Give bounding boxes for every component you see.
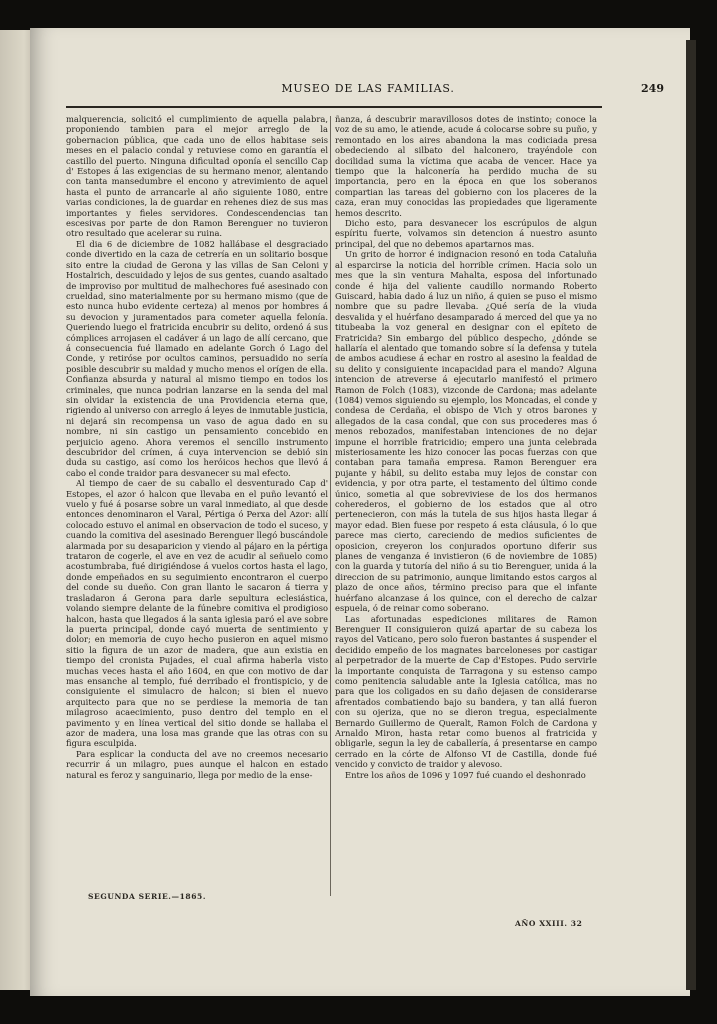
page-edge-shadow (686, 40, 696, 990)
footer-year-sheet: AÑO XXIII. 32 (515, 919, 583, 928)
paragraph: Para esplicar la conducta del ave no creemos necesario recurrir á un milagro, pues aunque el halcon en estado natural es feroz y sanguinario, llega por medio de la ense- (66, 748, 328, 780)
column-divider (330, 116, 331, 896)
left-column (66, 114, 328, 892)
paragraph: Un grito de horror é indignacion resonó en toda Cataluña al esparcirse la noticia del horrible crímen. Hacia solo un mes que la sin ventura Mahalta, esposa del infortunado conde é hija del valiente caudillo normando Roberto Guiscard, habia dado á luz un niño, á quien se puso el mismo nombre que su padre llevaba. ¿Qué sería de la viuda desvalida y el huérfano desamparado á merced del que ya no titubeaba la voz general en designar con el epíteto de Fratricida? Sin embargo del público despecho, ¿dónde se hallaría el alentado que tomando sobre sí la defensa y tutela de ambos acudiese á echar en rostro al asesino la fealdad de su delito y consiguiente incapacidad para el mando? Alguna intencion de atreverse á ejecutarlo manifestó el primero Ramon de Folch (1083), vizconde de Cardona; mas adelante (1084) vemos siguiendo su ejemplo, los Moncadas, el conde y condesa de Cerdaña, el obispo de Vich y otros barones y allegados de la casa condal, que con sus procederes mas ó menos rebozados, manifestaban intenciones de no dejar impune el horrible fratricidio; empero una junta celebrada misteriosamente les hizo conocer las pocas fuerzas con que contaban para tamaña empresa. Ramon Berenguer era pujante y hábil, su delito estaba muy lejos de constar con evidencia, y por otra parte, el testamento del último conde único, sometia al que sobreviviese de los dos hermanos coherederos, el gobierno de los estados que al otro pertenecieron, con más la tutela de sus hijos hasta llegar á mayor edad. Bien fuese por respeto á esta cláusula, ó lo que parece mas cierto, careciendo de medios suficientes de oposicion, creyeron los conjurados oportuno diferir sus planes de venganza é invistieron (6 de noviembre de 1085) con la guarda y tutoría del niño á su tio Berenguer, unida á la direccion de su patrimonio, aunque limitando estos cargos al plazo de once años, término preciso para que el infante huérfano alcanzase á los quince, con el derecho de calzar espuela, ó de reinar como soberano. (335, 249, 597, 614)
book-page (30, 28, 690, 996)
paragraph: Al tiempo de caer de su caballo el desventurado Cap d' Estopes, el azor ó halcon que llevaba en el puño levantó el vuelo y fué á posarse sobre un varal inmediato, al que desde entonces denominaron el Varal, Pértiga ó Perxa del Azor: allí colocado estuvo el animal en observacion de todo el suceso, y cuando la comitiva del asesinado Berenguer llegó buscándole alarmada por su desaparicion y viendo al pájaro en la pértiga trataron de cogerle, el ave en vez de acudir al señuelo como acostumbraba, fué dirigiéndose á vuelos cortos hasta el lago, donde empeñados en su seguimiento encontraron el cuerpo del conde su dueño. Con gran llanto le sacaron á tierra y trasladaron á Gerona para darle sepultura eclesiástica, volando siempre delante de la fúnebre comitiva el prodigioso halcon, hasta que llegados á la santa iglesia paró el ave sobre la puerta principal, donde cayó muerta de sentimiento y dolor; en memoria de cuyo hecho pusieron en aquel mismo sitio la figura de un azor de madera, que aun existia en tiempo del cronista Pujades, el cual afirma haberla visto muchas veces hasta el año 1604, en que con motivo de dar mas ensanche al templo, fué derribado el frontispicio, y de consiguiente el simulacro de halcon; si bien el nuevo arquitecto para que no se perdiese la memoria de tan milagroso acaecimiento, puso dentro del templo en el pavimento y en línea vertical del sitio donde se hallaba el azor de madera, una losa mas grande que las otras con su figura esculpida. (66, 478, 328, 749)
paragraph: Entre los años de 1096 y 1097 fué cuando el deshonrado (345, 769, 586, 780)
paragraph: Las afortunadas espediciones militares de Ramon Berenguer II consiguieron quizá apartar de su cabeza los rayos del Vaticano, pero solo fueron bastantes á suspender el decidido empeño de los magnates barceloneses por castigar al perpetrador de la muerte de Cap d'Estopes. Pudo servirle la importante conquista de Tarragona y su estenso campo como penitencia saludable ante la Iglesia católica, mas no para que los coligados en su daño dejasen de considerarse afrentados combatiendo bajo su bandera, y tan allá fueron con su ojeriza, que no se dieron tregua, especialmente Bernardo Guillermo de Queralt, Ramon Folch de Cardona y Arnaldo Miron, hasta retar como buenos al fratricida y obligarle, segun la ley de caballería, á presentarse en campo cerrado en la córte de Alfonso VI de Castilla, donde fué vencido y convicto de traidor y alevoso. (335, 613, 597, 770)
paragraph: malquerencia, solicitó el cumplimiento de aquella palabra, proponiendo tambien para el mejor arreglo de la gobernacion pública, que cada uno de ellos habitase seis meses en el palacio condal y retuviese como en garantía el castillo del puerto. Ninguna dificultad oponía el sencillo Cap d' Estopes á las exigencias de su hermano menor, alentando con tanta mansedumbre el encono y atrevimiento de aquel hasta el punto de arrancarle al año siguiente 1080, entre varias condiciones, la de guardar en rehenes diez de sus mas importantes y fieles servidores. Condescendencias tan escesivas por parte de don Ramon Berenguer no tuvieron otro resultado que acelerar su ruina. (66, 114, 328, 239)
header-rule (66, 106, 602, 108)
paragraph: Dicho esto, para desvanecer los escrúpulos de algun espíritu fuerte, volvamos sin detencion á nuestro asunto principal, del que no debemos apartarnos mas. (335, 218, 597, 249)
footer-series: SEGUNDA SERIE.—1865. (88, 892, 207, 901)
running-title: MUSEO DE LAS FAMILIAS. (281, 82, 455, 95)
paragraph: ñanza, á descubrir maravillosos dotes de instinto; conoce la voz de su amo, le atiende, acude á colocarse sobre su puño, y remontado en los aires abandona la mas codiciada presa obedeciendo al silbato del halconero, trayéndole con docilidad suma la víctima que acaba de vencer. Hace ya tiempo que la halconería ha perdido mucha de su importancia, pero en la época en que los soberanos compartian las tareas del gobierno con los placeres de la caza, eran muy conocidas las propiedades que ligeramente hemos descrito. (335, 114, 597, 218)
paragraph: El dia 6 de diciembre de 1082 hallábase el desgraciado conde divertido en la caza de cetrería en un solitario bosque sito entre la ciudad de Gerona y las villas de San Celoni y Hostalrich, descuidado y lejos de sus gentes, cuando asaltado de improviso por multitud de malhechores fué asesinado con crueldad, sino materialmente por su hermano mismo (que de esto nunca hubo evidente certeza) al menos por hombres á su devocion y juramentados para cometer aquella felonía. Queriendo luego el fratricida encubrir su delito, ordenó á sus cómplices arrojasen el cadáver á un lago de allí cercano, que á consecuencia fué llamado en adelante Gorch ó Lago del Conde, y retiróse por ocultos caminos, persuadido no sería posible descubrir su maldad y mucho menos el orígen de ella. Confianza absurda y natural al mismo tiempo en todos los criminales, que nunca podrian lanzarse en la senda del mal sin olvidar la existencia de una Providencia eterna que, rigiendo al universo con arreglo á leyes de inmutable justicia, ni dejará sin recompensa un vaso de agua dado en su nombre, ni sin castigo un pensamiento concebido en perjuicio ageno. Ahora veremos el sencillo instrumento descubridor del crímen, á cuya intervencion se debió sin duda su castigo, así como los heróicos hechos que llevó á cabo el conde traidor para desvanecer su mal efecto. (66, 238, 328, 478)
page-number: 249 (641, 82, 664, 95)
page-header (66, 78, 670, 102)
right-column (335, 114, 597, 892)
